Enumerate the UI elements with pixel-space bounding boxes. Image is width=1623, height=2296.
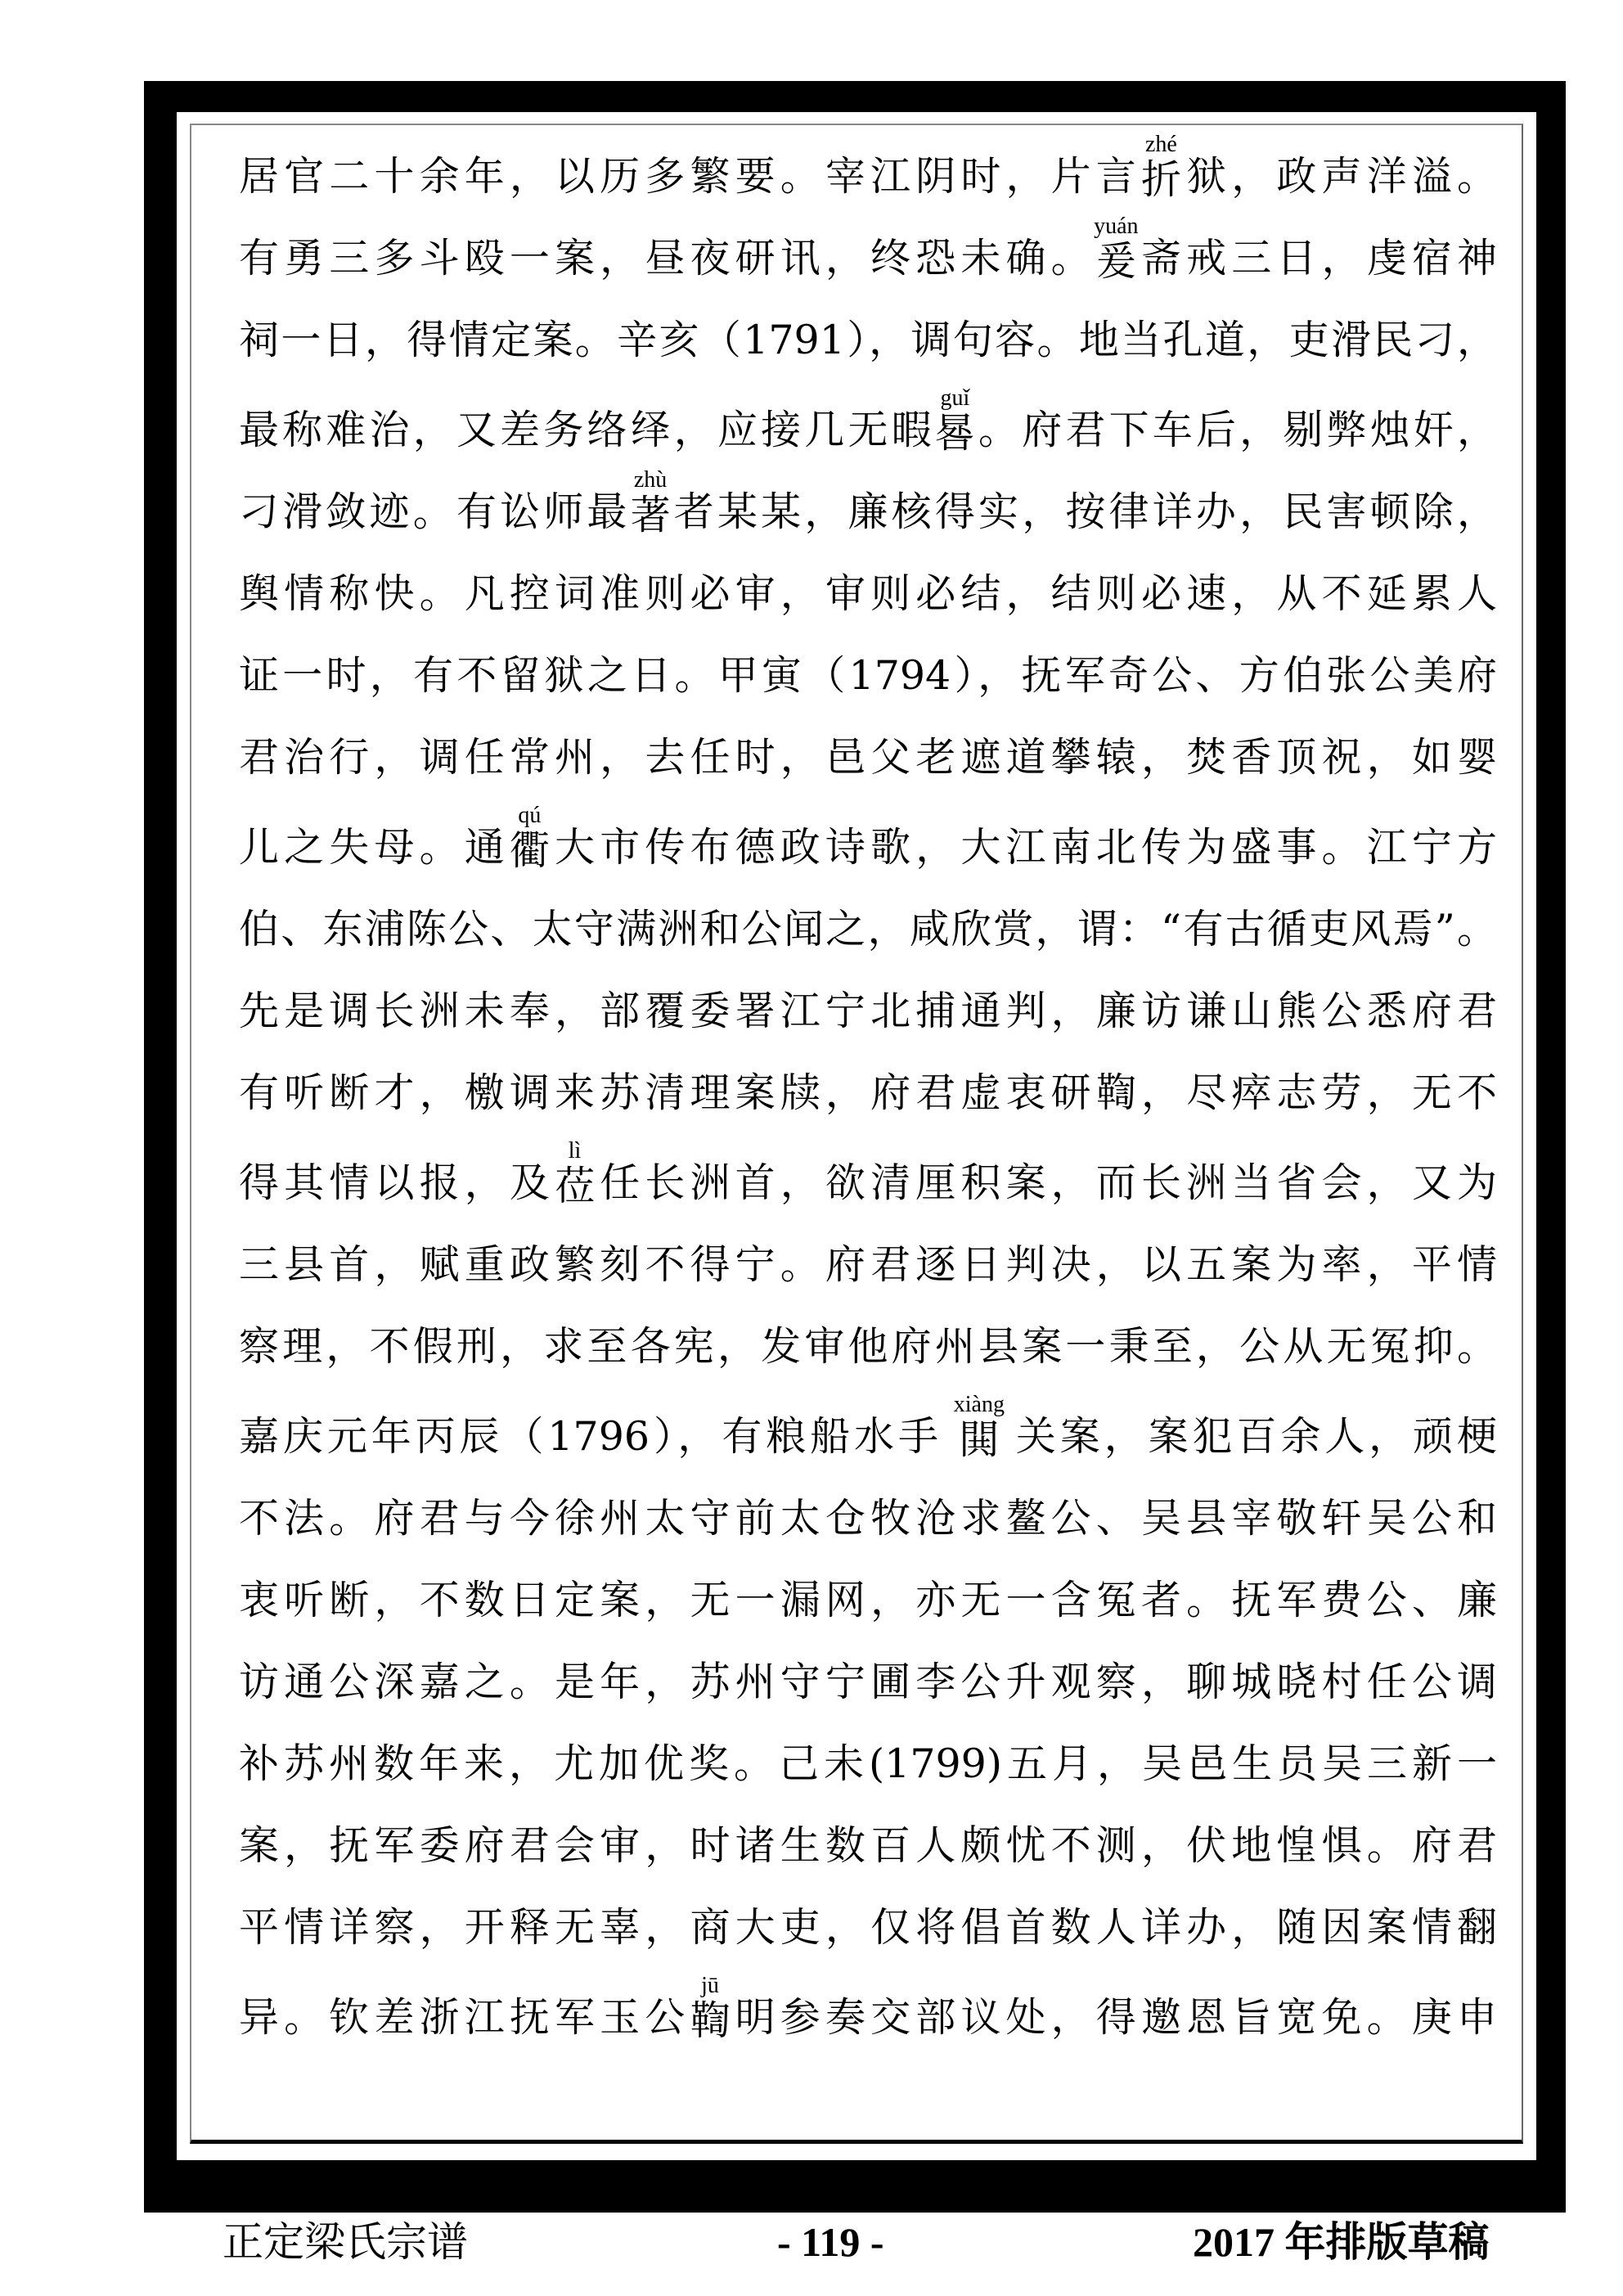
text-line (239, 131, 1497, 218)
text-segment: 有听断才，檄调来苏清理案牍，府君虚衷研鞫，尽瘁志劳，无不 (239, 1069, 1497, 1116)
annotated-character-base: 莅 (555, 1162, 596, 1209)
text-segment: 先是调长洲未奉，部覆委署江宁北捕通判，廉访谦山熊公悉府君 (239, 988, 1497, 1034)
text-segment: 明参奏交部议处，得邀恩旨宽免。庚申 (730, 1994, 1497, 2041)
pinyin-annotation: xiàng (953, 1391, 1005, 1417)
text-line (239, 1560, 1497, 1641)
text-line (239, 466, 1497, 553)
annotated-character-base: 折 (1140, 155, 1181, 203)
text-segment: 儿之失母。通 (239, 824, 510, 871)
text-segment: 补苏州数年来，尤加优奖。己未(1799)五月，吴邑生员吴三新一 (239, 1740, 1497, 1787)
text-segment: 者某某，廉核得实，按律详办，民害顿除， (670, 488, 1497, 535)
text-segment: 舆情称快。凡控词准则必审，审则必结，结则必速，从不延累人 (239, 570, 1497, 617)
text-segment: 得其情以报，及 (239, 1159, 555, 1206)
text-segment: 大市传布德政诗歌，大江南北传为盛事。江宁方 (549, 824, 1497, 871)
text-segment: 三县首，赋重政繁刻不得宁。府君逐日判决，以五案为率，平情 (239, 1241, 1497, 1288)
annotated-character (690, 1972, 731, 2044)
text-segment: 任长洲首，欲清厘积案，而长洲当省会，又为 (595, 1159, 1497, 1206)
text-line (239, 1052, 1497, 1134)
text-segment: 斋戒三日，虔宿神 (1135, 235, 1497, 281)
annotated-character (1094, 213, 1139, 285)
pinyin-annotation: guǐ (940, 385, 970, 411)
annotated-character (630, 466, 671, 538)
text-segment: 最称难治，又差务络绎，应接几无暇 (239, 407, 935, 453)
text-segment: 伯、东浦陈公、太守满洲和公闻之，咸欣赏，谓：“有古循吏风焉”。 (239, 906, 1497, 952)
annotated-character (953, 1391, 1005, 1463)
pinyin-annotation: lì (568, 1137, 582, 1164)
annotated-character-base: 衢 (509, 826, 550, 874)
text-segment: 嘉庆元年丙辰（1796），有粮船水手 (239, 1413, 960, 1460)
pinyin-annotation: qú (518, 802, 542, 828)
text-segment: 访通公深嘉之。是年，苏州守宁圃李公升观察，聊城晓村任公调 (239, 1659, 1497, 1705)
pinyin-annotation: zhé (1145, 131, 1177, 157)
annotated-character (1140, 131, 1181, 203)
text-segment: 证一时，有不留狱之日。甲寅（1794），抚军奇公、方伯张公美府 (239, 652, 1497, 699)
annotated-character (555, 1137, 596, 1209)
text-line (239, 299, 1497, 381)
text-line (239, 1391, 1497, 1478)
text-segment: 君治行，调任常州，去任时，邑父老遮道攀辕，焚香顶祝，如婴 (239, 734, 1497, 781)
text-line (239, 1641, 1497, 1723)
annotated-character-base: 晷 (934, 409, 975, 457)
text-line (239, 1137, 1497, 1224)
text-segment: 不法。府君与今徐州太守前太仓牧沧求鳌公、吴县宰敬轩吴公和 (239, 1495, 1497, 1542)
annotated-character-base: 鞫 (690, 1997, 731, 2044)
text-line (239, 635, 1497, 717)
text-line (239, 970, 1497, 1052)
text-line (239, 802, 1497, 889)
annotated-character-base: 閧 (959, 1416, 1000, 1463)
text-segment: 居官二十余年，以历多繁要。宰江阴时，片言 (239, 153, 1141, 200)
footer-book-title: 正定梁氏宗谱 (223, 2219, 468, 2265)
text-line (239, 1887, 1497, 1969)
text-line (239, 1723, 1497, 1805)
text-line (239, 1306, 1497, 1388)
pinyin-annotation: jū (701, 1972, 719, 1998)
text-line (239, 1805, 1497, 1887)
footer-draft-note: 2017 年排版草稿 (1193, 2219, 1490, 2265)
text-line (239, 889, 1497, 970)
annotated-character (934, 385, 975, 457)
text-segment: 关案，案犯百余人，顽梗 (999, 1413, 1497, 1460)
text-line (239, 385, 1497, 471)
text-line (239, 553, 1497, 635)
text-line (239, 717, 1497, 799)
text-line (239, 213, 1497, 299)
annotated-character-base: 著 (630, 491, 671, 538)
text-line (239, 1224, 1497, 1306)
annotated-character (509, 802, 550, 874)
text-line (239, 1972, 1497, 2059)
text-segment: 刁滑敛迹。有讼师最 (239, 488, 631, 535)
text-segment: 狱，政声洋溢。 (1180, 153, 1497, 200)
text-segment: 有勇三多斗殴一案，昼夜研讯，终恐未确。 (239, 235, 1096, 281)
footer-page-number: - 119 - (777, 2219, 884, 2265)
text-segment: 。府君下车后，剔弊烛奸， (974, 407, 1497, 453)
text-segment: 平情详察，开释无辜，商大吏，仅将倡首数人详办，随因案情翻 (239, 1904, 1497, 1951)
pinyin-annotation: zhù (633, 466, 668, 493)
text-segment: 察理，不假刑，求至各宪，发审他府州县案一秉至，公从无冤抑。 (239, 1323, 1497, 1370)
text-line (239, 1478, 1497, 1560)
text-segment: 衷听断，不数日定案，无一漏网，亦无一含冤者。抚军费公、廉 (239, 1577, 1497, 1623)
annotated-character-base: 爰 (1095, 237, 1136, 285)
text-segment: 祠一日，得情定案。辛亥（1791），调句容。地当孔道，吏滑民刁， (239, 317, 1497, 363)
pinyin-annotation: yuán (1094, 213, 1139, 239)
text-segment: 异。钦差浙江抚军玉公 (239, 1994, 690, 2041)
text-segment: 案，抚军委府君会审，时诸生数百人颇忧不测，伏地惶惧。府君 (239, 1822, 1497, 1869)
